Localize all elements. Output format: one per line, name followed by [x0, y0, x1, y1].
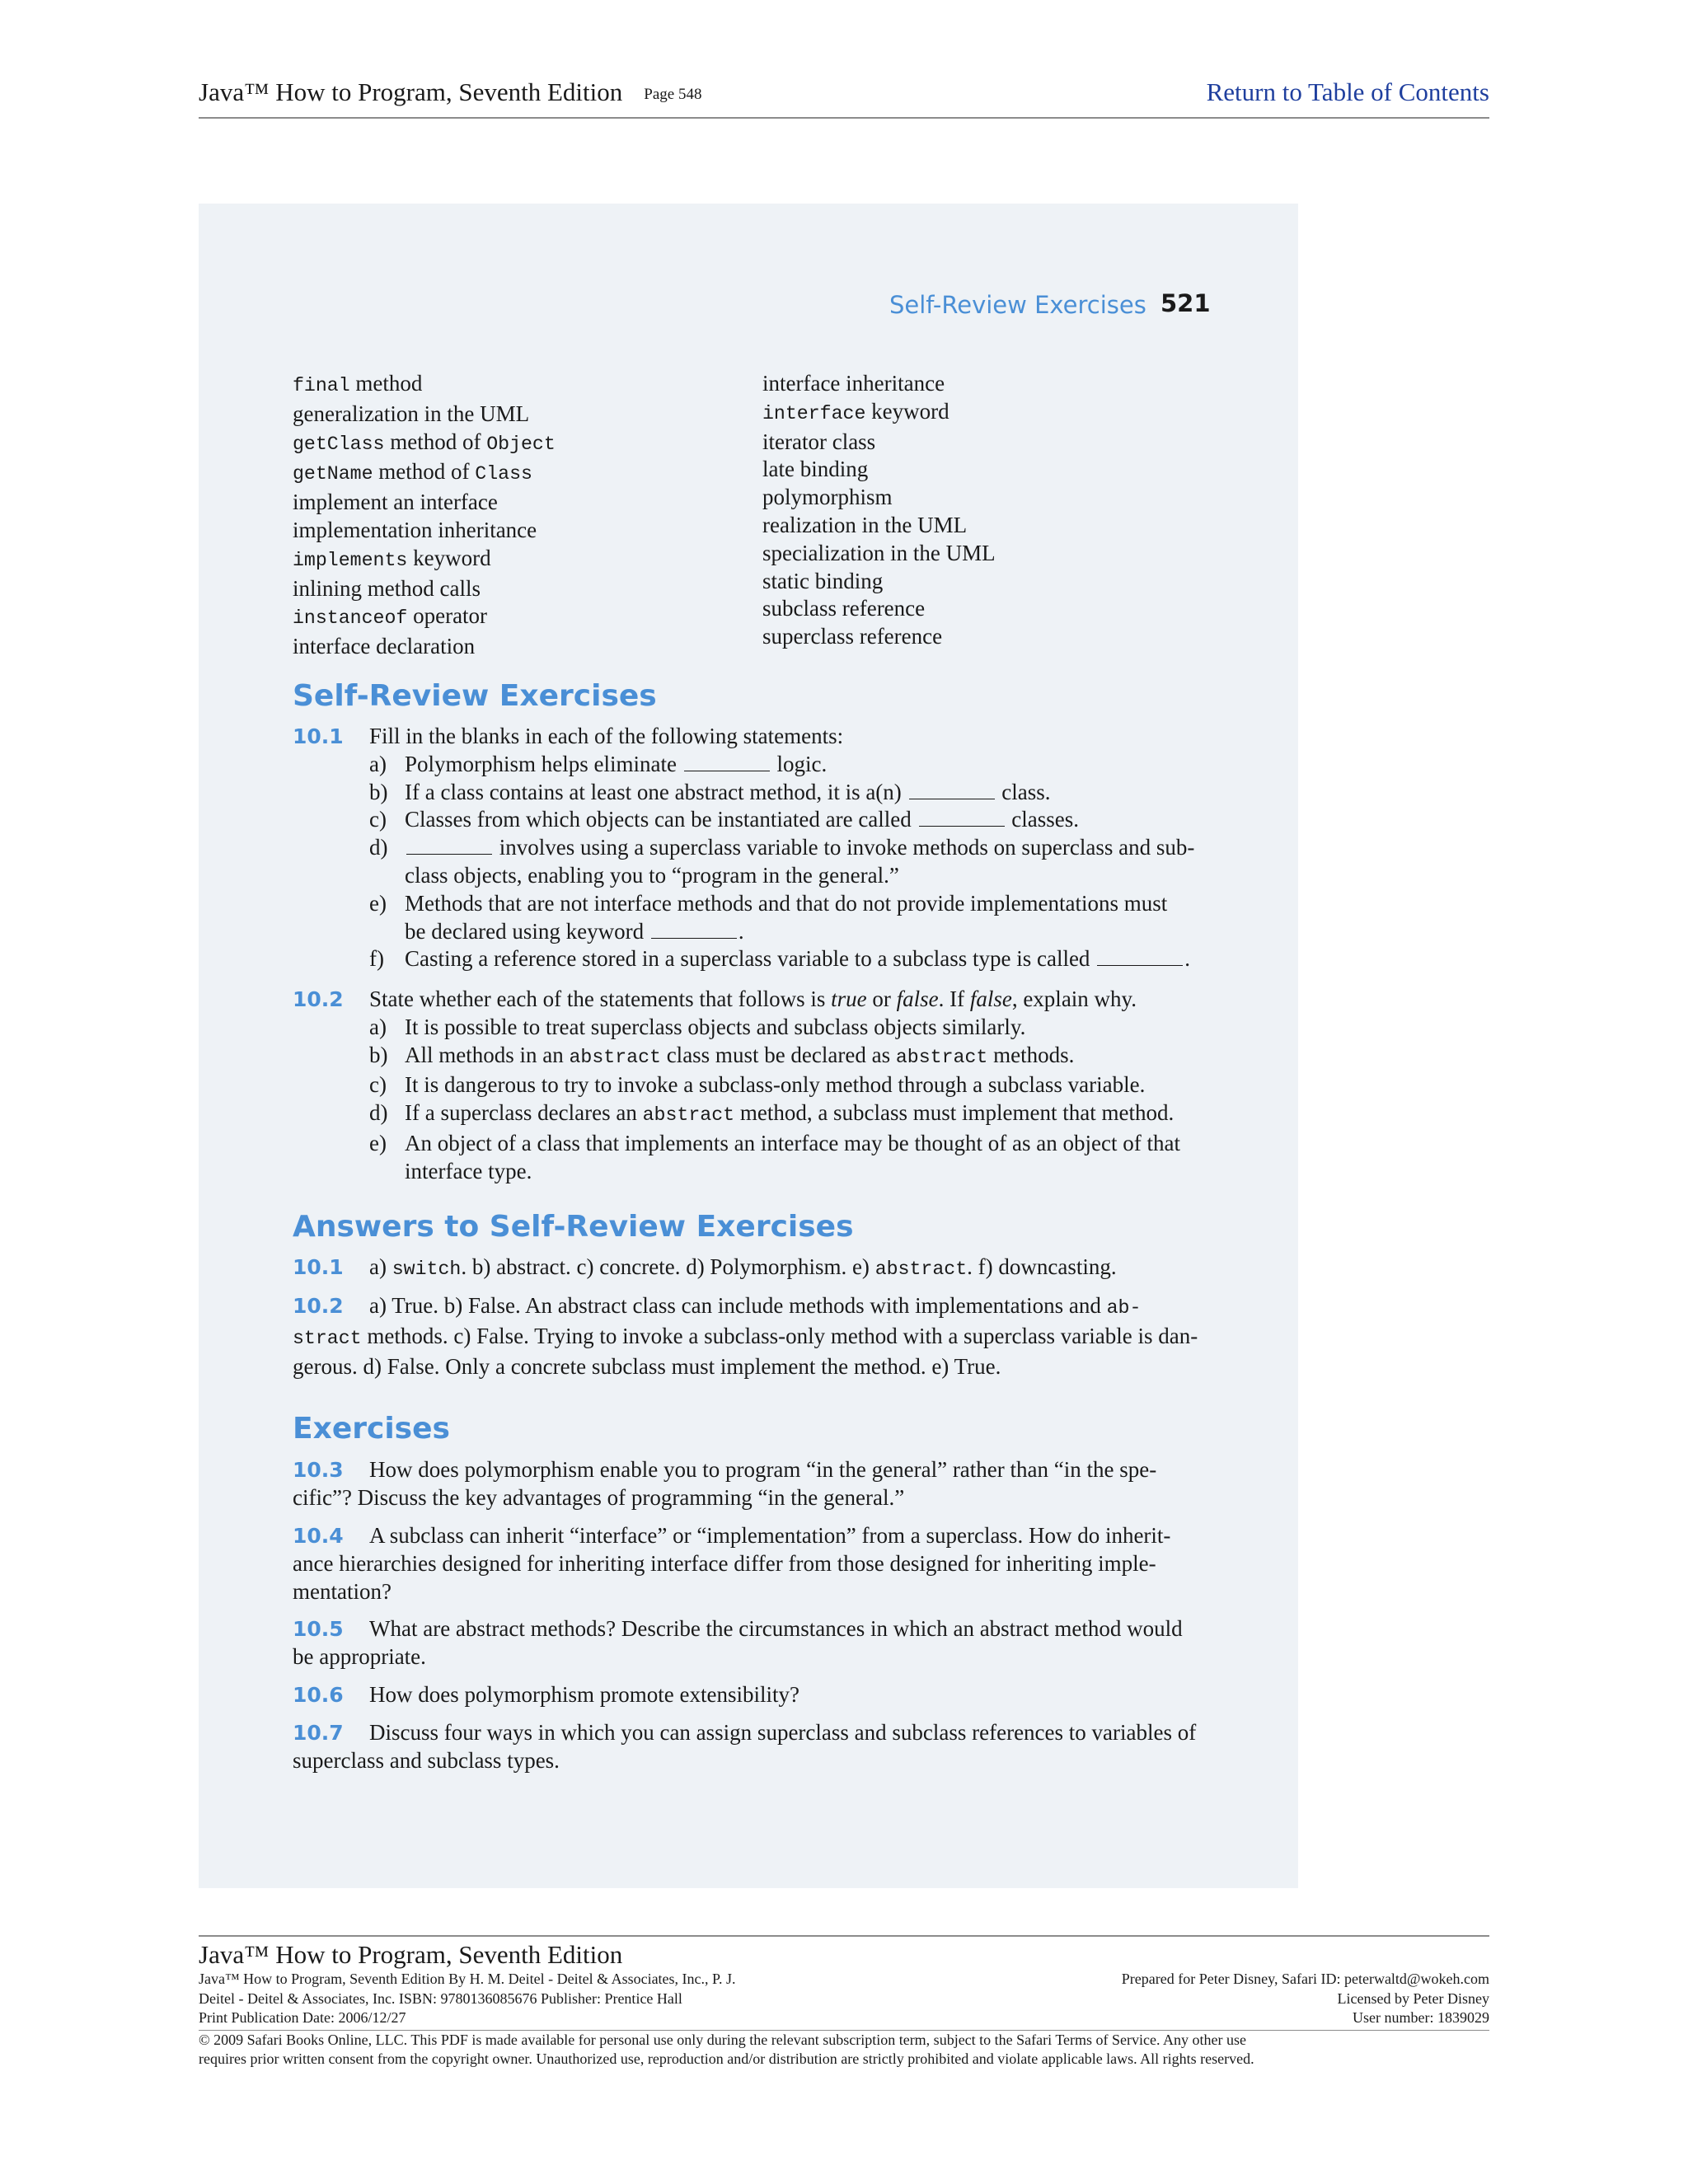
publication-info: [199, 1970, 940, 2028]
publication-line: Print Publication Date: 2006/12/27: [199, 2009, 406, 2026]
answer-10-2: [293, 1292, 1204, 1380]
term-item: specialization in the UML: [762, 540, 996, 565]
book-page-panel: [199, 204, 1298, 1888]
legal-line: requires prior written consent from the copyright owner. Unauthorized use, reproduction and/or distribution are strictly prohibited and violate applicable laws. All rights reserved.: [199, 2050, 1254, 2067]
exercise-number: 10.6: [293, 1683, 344, 1707]
terms-left-column: [293, 370, 556, 661]
answers-heading: Answers to Self-Review Exercises: [293, 1210, 854, 1244]
list-item: d) If a superclass declares an abstract method, a subclass must implement that method.: [369, 1100, 1175, 1127]
list-item: e) An object of a class that implements an interface may be thought of as an object of that interface type.: [369, 1130, 1180, 1183]
fill-blank: [406, 854, 492, 855]
term-item: static binding: [762, 568, 884, 593]
term-item: inlining method calls: [293, 575, 481, 601]
license-line: User number: 1839029: [1353, 2009, 1489, 2026]
list-item: c) It is dangerous to try to invoke a subclass-only method through a subclass variable.: [369, 1072, 1146, 1098]
term-item: superclass reference: [762, 624, 943, 649]
copyright-notice: [199, 2030, 1489, 2069]
exercise-10-3: 10.3 How does polymorphism enable you to program “in the general” rather than “in the spe- cific”? Discuss the key advantages of programming “in the general.”: [293, 1457, 1157, 1510]
terms-right-column: [762, 370, 996, 651]
term-item: polymorphism: [762, 485, 893, 510]
term-item: implementation inheritance: [293, 517, 537, 542]
fill-blank: [919, 826, 1005, 827]
running-head: Self-Review Exercises: [889, 291, 1146, 319]
exercise-number: 10.1: [293, 724, 344, 748]
exercise-10-7: 10.7 Discuss four ways in which you can assign superclass and subclass references to variables of superclass and subclass types.: [293, 1720, 1197, 1773]
exercise-10-5: 10.5 What are abstract methods? Describe the circumstances in which an abstract method would be appropriate.: [293, 1616, 1183, 1669]
term-item: getName method of Class: [293, 459, 532, 485]
list-item: c) Classes from which objects can be instantiated are called classes.: [369, 807, 1080, 832]
term-item: iterator class: [762, 429, 876, 454]
terminology-list: [293, 370, 1204, 659]
exercise-number: 10.7: [293, 1721, 344, 1745]
page-label: Page 548: [644, 86, 702, 103]
footer-title: Java™ How to Program, Seventh Edition: [199, 1940, 623, 1969]
term-item: implements keyword: [293, 545, 491, 571]
term-item: interface keyword: [762, 398, 950, 424]
list-item: a) It is possible to treat superclass objects and subclass objects similarly.: [369, 1014, 1026, 1039]
exercise-number: 10.3: [293, 1458, 344, 1482]
term-item: final method: [293, 371, 423, 396]
term-item: late binding: [762, 457, 869, 482]
list-item: a) Polymorphism helps eliminate logic.: [369, 751, 828, 776]
term-item: interface declaration: [293, 634, 476, 659]
term-item: generalization in the UML: [293, 401, 530, 426]
publication-line: Java™ How to Program, Seventh Edition By H. M. Deitel - Deitel & Associates, Inc., P. J.: [199, 1971, 736, 1987]
term-item: implement an interface: [293, 490, 498, 515]
license-info: [1122, 1970, 1489, 2028]
exercise-intro: Fill in the blanks in each of the following statements:: [369, 724, 844, 748]
license-line: Prepared for Peter Disney, Safari ID: peterwaltd@wokeh.com: [1121, 1971, 1489, 1987]
self-review-heading: Self-Review Exercises: [293, 679, 657, 713]
exercise-10-2: [293, 986, 1204, 1186]
top-header: [199, 74, 1489, 119]
answer-number: 10.1: [293, 1255, 344, 1279]
return-to-toc-link[interactable]: Return to Table of Contents: [1206, 77, 1489, 106]
book-title-text: Java™ How to Program, Seventh Edition: [199, 77, 623, 106]
exercise-10-4: 10.4 A subclass can inherit “interface” or “implementation” from a superclass. How do inherit- ance hierarchies designed for inheriting interface differ from those designed for inheriting imple- mentation?: [293, 1523, 1171, 1604]
book-title: [199, 77, 701, 107]
exercise-10-1: [293, 723, 1204, 973]
answer-text: 10.2 a) True. b) False. An abstract class can include methods with implementations and ab- stract methods. c) False. Trying to invoke a subclass-only method with a superclass variable is dan- gerous. d) False. Only a concrete subclass must implement the method. e) True.: [293, 1293, 1198, 1379]
term-item: interface inheritance: [762, 371, 945, 396]
answer-10-1: [293, 1254, 1204, 1284]
answer-number: 10.2: [293, 1294, 344, 1318]
term-item: instanceof operator: [293, 603, 488, 630]
footer-info: [199, 1970, 1489, 2028]
exercise-number: 10.4: [293, 1524, 344, 1548]
list-item: f) Casting a reference stored in a superclass variable to a subclass type is called .: [369, 946, 1190, 972]
publication-line: Deitel - Deitel & Associates, Inc. ISBN: 9780136085676 Publisher: Prentice Hall: [199, 1990, 682, 2007]
answer-text: a) switch. b) abstract. c) concrete. d) Polymorphism. e) abstract. f) downcasting.: [369, 1254, 1117, 1280]
exercise-number: 10.2: [293, 987, 344, 1011]
legal-line: © 2009 Safari Books Online, LLC. This PDF is made available for personal use only during the relevant subscription term, subject to the Safari Terms of Service. Any other use: [199, 2031, 1246, 2048]
license-line: Licensed by Peter Disney: [1337, 1990, 1489, 2007]
list-item: b) All methods in an abstract class must be declared as abstract methods.: [369, 1042, 1075, 1068]
page-footer: [199, 1935, 1489, 2069]
exercise-10-6: 10.6 How does polymorphism promote extensibility?: [293, 1681, 1204, 1709]
list-item: d) involves using a superclass variable to invoke methods on superclass and sub- class objects, enabling you to “program in the general.”: [369, 835, 1195, 888]
exercises-heading: Exercises: [293, 1412, 450, 1446]
list-item: e) Methods that are not interface methods and that do not provide implementations must be declared using keyword .: [369, 890, 1168, 944]
fill-blank: [651, 938, 737, 939]
term-item: subclass reference: [762, 596, 926, 621]
exercise-intro: State whether each of the statements that follows is true or false. If false, explain why.: [369, 987, 1137, 1011]
page-number: 521: [1160, 289, 1211, 317]
term-item: realization in the UML: [762, 512, 968, 537]
exercise-number: 10.5: [293, 1617, 344, 1641]
term-item: getClass method of Object: [293, 429, 556, 455]
list-item: b) If a class contains at least one abstract method, it is a(n) class.: [369, 779, 1051, 804]
fill-blank: [1097, 965, 1183, 966]
